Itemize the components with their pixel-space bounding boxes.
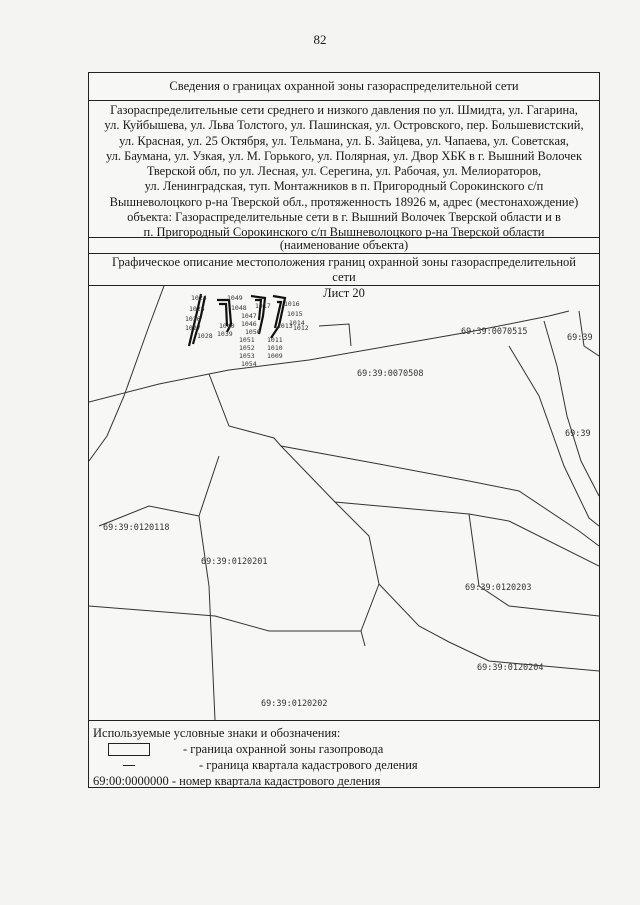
legend-item-quarter-boundary [93, 757, 599, 773]
graphic-title-line: Графическое описание местоположения границ охранной зоны газораспределительной [111, 255, 576, 269]
legend-dash: - [171, 774, 176, 788]
point-label: 1054 [241, 360, 257, 368]
quarter-label: 69:39 [567, 333, 593, 343]
quarter-label: 69:39 [565, 429, 591, 439]
object-label: (наименование объекта) [89, 238, 599, 254]
point-label: 1028 [197, 332, 213, 340]
point-label: 1039 [217, 330, 233, 338]
point-label: 1024 [191, 294, 207, 302]
description-line: Вышневолоцкого р-на Тверской обл., протяженность 18926 м, адрес (местонахождение) [109, 194, 579, 209]
map-drawing [89, 286, 599, 720]
point-label: 1016 [284, 300, 300, 308]
quarter-boundary [319, 324, 351, 346]
quarter-label: 69:39:0070515 [461, 327, 528, 337]
point-label: 1027 [185, 324, 201, 332]
point-label: 1009 [267, 352, 283, 360]
quarter-boundary [281, 446, 599, 566]
quarter-boundary-swatch [123, 765, 135, 766]
zone-boundary-swatch [108, 743, 150, 756]
point-label: 1048 [231, 304, 247, 312]
page-number: 82 [313, 32, 327, 47]
object-description [89, 101, 599, 238]
description-line: ул. Красная, ул. 25 Октября, ул. Тельмана, ул. Б. Зайцева, ул. Чапаева, ул. Советская, [119, 133, 569, 148]
legend-dash: - [183, 742, 188, 756]
point-label: 1011 [267, 336, 283, 344]
point-label: 1017 [255, 302, 271, 310]
description-line: ул. Куйбышева, ул. Льва Толстого, ул. Пашинская, ул. Островского, пер. Большевистский, [104, 118, 584, 133]
legend-code: 69:00:0000000 [93, 774, 169, 788]
legend-text: номер квартала кадастрового деления [179, 774, 381, 788]
point-label: 1014 [289, 319, 305, 327]
point-label: 1010 [267, 344, 283, 352]
legend-dash: - [199, 758, 204, 772]
quarter-boundary [379, 584, 599, 671]
quarter-boundary [335, 502, 379, 646]
point-label: 1015 [287, 310, 303, 318]
legend-text: граница квартала кадастрового деления [206, 758, 418, 772]
point-label: 1049 [227, 294, 243, 302]
point-label: 1040 [219, 322, 235, 330]
point-label: 1013 [277, 322, 293, 330]
cadastral-map [89, 286, 599, 721]
quarter-boundary [469, 514, 599, 616]
legend [89, 721, 599, 789]
point-label: 1025 [189, 305, 205, 313]
point-label: 1012 [293, 324, 309, 332]
description-line: п. Пригородный Сорокинского с/п Вышневолоцкого р-на Тверской области [143, 225, 545, 240]
quarter-boundary [89, 606, 361, 631]
graphic-title-line: сети [332, 270, 356, 285]
document-frame [88, 72, 600, 788]
section-title-text: Сведения о границах охранной зоны газораспределительной сети [169, 78, 519, 93]
description-line: ул. Баумана, ул. Узкая, ул. М. Горького, ул. Полярная, ул. Двор ХБК в г. Вышний Волочек [105, 148, 583, 163]
description-line: ул. Ленинградская, туп. Монтажников в п. Пригородный Сорокинского с/п [144, 179, 544, 194]
sheet-label: Лист 20 [323, 286, 365, 300]
legend-title: Используемые условные знаки и обозначения: [93, 726, 341, 740]
quarter-boundary [199, 456, 219, 720]
legend-item-zone [93, 741, 599, 757]
legend-text: граница охранной зоны газопровода [190, 742, 384, 756]
point-label: 1050 [245, 328, 261, 336]
quarter-boundary [89, 286, 164, 461]
section-title [89, 73, 599, 101]
quarter-label: 69:39:0120118 [103, 523, 170, 533]
street-boundary [89, 311, 569, 402]
description-line: объекта: Газораспределительные сети в г. Вышний Волочек Тверской области и в [127, 210, 561, 225]
quarter-label: 69:39:0120201 [201, 557, 268, 567]
point-label: 1053 [239, 352, 255, 360]
graphic-description-title [89, 254, 599, 286]
quarter-label: 69:39:0120202 [261, 699, 328, 709]
quarter-label: 69:39:0120203 [465, 583, 532, 593]
quarter-boundary [544, 321, 599, 496]
point-label: 1026 [185, 315, 201, 323]
point-label: 1052 [239, 344, 255, 352]
description-line: Тверской обл, по ул. Лесная, ул. Серегина, ул. Рабочая, ул. Мелиораторов, [146, 164, 542, 179]
point-label: 1047 [241, 312, 257, 320]
point-label: 1046 [241, 320, 257, 328]
point-label: 1051 [239, 336, 255, 344]
quarter-label: 69:39:0120204 [477, 663, 544, 673]
legend-item-quarter-number [93, 773, 599, 789]
description-line: Газораспределительные сети среднего и низкого давления по ул. Шмидта, ул. Гагарина, [110, 103, 578, 117]
quarter-label: 69:39:0070508 [357, 369, 424, 379]
